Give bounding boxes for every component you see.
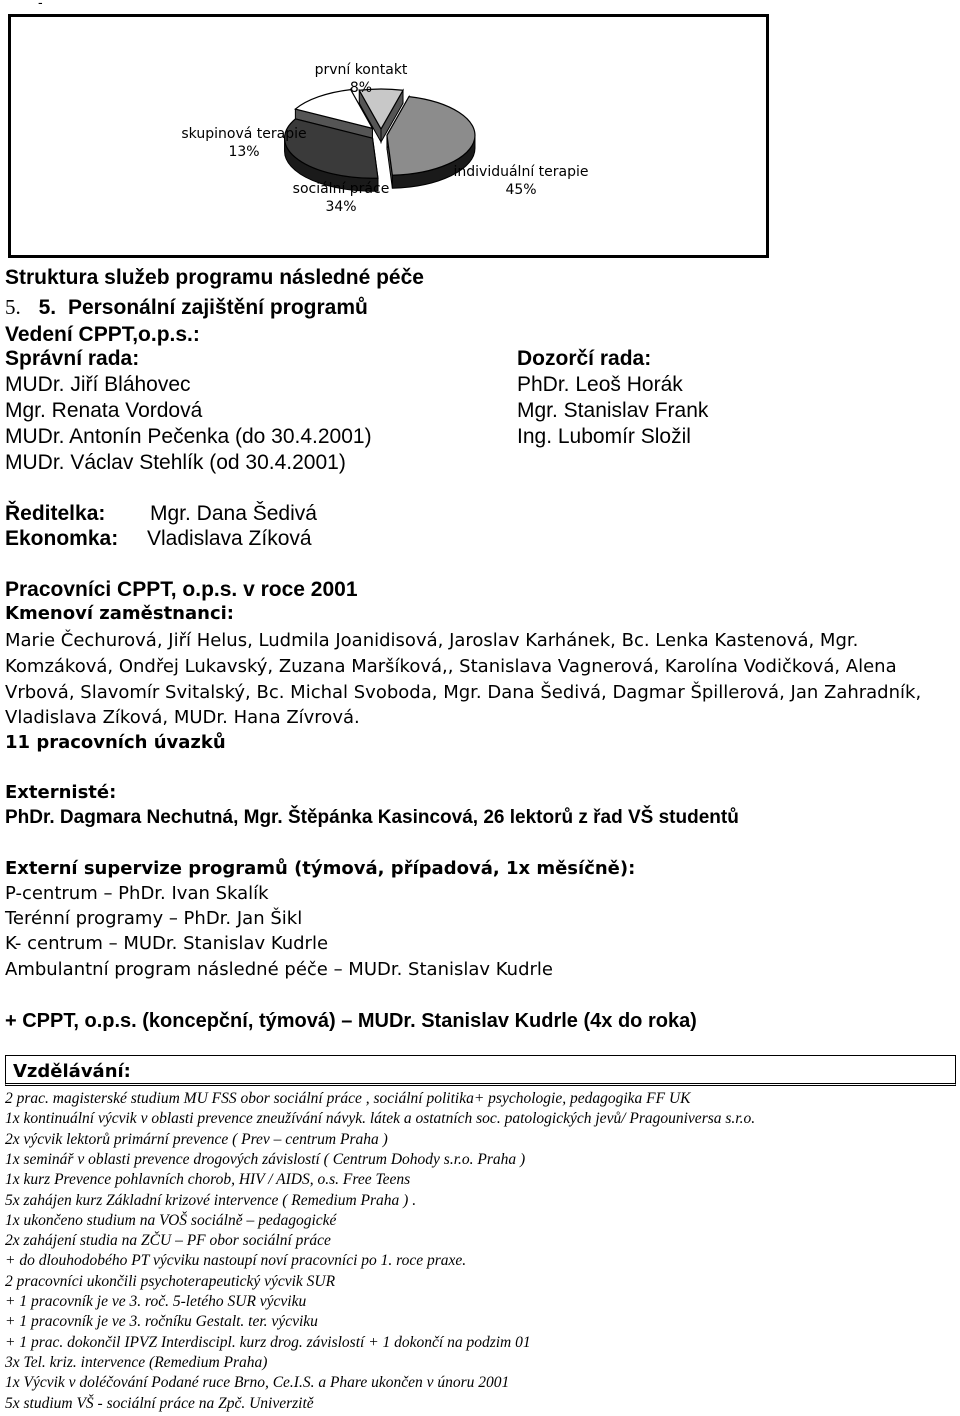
vzdelavani-item: 5x zahájen kurz Základní krizové intervence ( Remedium Praha ) .: [5, 1191, 417, 1209]
vzdelavani-item: 2 pracovníci ukončili psychoterapeutický výcvik SUR: [5, 1272, 336, 1290]
kmenovi-heading: Kmenoví zaměstnanci:: [5, 603, 234, 624]
role-name-reditelka: Mgr. Dana Šedivá: [150, 502, 317, 525]
vzdelavani-item: 1x kontinuální výcvik v oblasti prevence zneužívání návyk. látek a ostatních soc. patologických jevů/ Pragouniversa s.r.o.: [5, 1110, 756, 1128]
pie-chart: [8, 14, 769, 258]
vzdelavani-item: 5x studium VŠ - sociální práce na Zpč. Univerzitě: [5, 1394, 314, 1412]
dozorci-member: Ing. Lubomír Složil: [517, 425, 691, 448]
cppt-supervize-line: + CPPT, o.p.s. (koncepční, týmová) – MUDr. Stanislav Kudrle (4x do roka): [5, 1010, 697, 1032]
supervize-line: K- centrum – MUDr. Stanislav Kudrle: [5, 933, 329, 954]
vzdelavani-item: 2 prac. magisterské studium MU FSS obor sociální práce , sociální politika+ psychologie, pedagogika FF UK: [5, 1090, 691, 1107]
vzdelavani-heading: Vzdělávání:: [13, 1061, 131, 1082]
kmenovi-line: Komzáková, Ondřej Lukavský, Zuzana Maršíková,, Stanislava Vagnerová, Karolína Vodičková, Alena: [5, 656, 897, 677]
vzdelavani-item: 1x kurz Prevence pohlavních chorob, HIV / AIDS, o.s. Free Teens: [5, 1171, 411, 1189]
chart-caption: Struktura služeb programu následné péče: [5, 266, 424, 289]
dozorci-member: Mgr. Stanislav Frank: [517, 399, 709, 422]
vzdelavani-item: 1x Výcvik v doléčování Podané ruce Brno, Ce.I.S. a Phare ukončen v únoru 2001: [5, 1374, 510, 1392]
kmenovi-line: Vrbová, Slavomír Svitalský, Bc. Michal Svoboda, Mgr. Dana Šedivá, Dagmar Špillerová, Jan Zahradník,: [5, 682, 922, 703]
section-title: Personální zajištění programů: [67, 296, 368, 319]
vzdelavani-item: 1x ukončeno studium na VOŠ sociálně – pedagogické: [5, 1211, 337, 1229]
chart-label-socialni-prace: sociální práce 34%: [292, 181, 390, 215]
section-heading: [5, 295, 368, 320]
vzdelavani-item: 2x zahájení studia na ZČU – PF obor sociální práce: [5, 1232, 331, 1250]
role-label-ekonomka: Ekonomka:: [5, 527, 119, 550]
kmenovi-line: Vladislava Zíková, MUDr. Hana Zívrová.: [5, 707, 360, 728]
vzdelavani-item: + 1 pracovník je ve 3. ročníku Gestalt. ter. výcviku: [5, 1313, 318, 1331]
pracovnici-heading: Pracovníci CPPT, o.p.s. v roce 2001: [5, 578, 358, 601]
supervize-line: Terénní programy – PhDr. Jan Šikl: [5, 908, 303, 929]
chart-label-prvni-kontakt: první kontakt 8%: [314, 62, 408, 96]
vedeni-heading: Vedení CPPT,o.p.s.:: [5, 323, 200, 346]
vzdelavani-item: + 1 pracovník je ve 3. roč. 5-letého SUR výcviku: [5, 1293, 307, 1310]
spravni-rada-title: Správní rada:: [5, 347, 140, 370]
chart-label-skupinova-terapie: skupinová terapie 13%: [181, 126, 307, 160]
supervize-line: P-centrum – PhDr. Ivan Skalík: [5, 883, 269, 904]
section-number-2: 5.: [38, 296, 57, 319]
spravni-member: MUDr. Václav Stehlík (od 30.4.2001): [5, 451, 346, 474]
top-dash: -: [38, 0, 43, 10]
externiste-heading: Externisté:: [5, 782, 117, 803]
pie-chart-svg: [11, 17, 766, 255]
spravni-member: MUDr. Jiří Bláhovec: [5, 373, 191, 396]
dozorci-rada-title: Dozorčí rada:: [517, 347, 652, 370]
role-name-ekonomka: Vladislava Zíková: [147, 527, 312, 550]
spravni-member: MUDr. Antonín Pečenka (do 30.4.2001): [5, 425, 372, 448]
vzdelavani-box: [5, 1055, 956, 1086]
vzdelavani-item: 2x výcvik lektorů primární prevence ( Prev – centrum Praha ): [5, 1130, 388, 1148]
dozorci-member: PhDr. Leoš Horák: [517, 373, 683, 396]
spravni-member: Mgr. Renata Vordová: [5, 399, 203, 422]
role-label-reditelka: Ředitelka:: [5, 502, 106, 525]
vzdelavani-item: + 1 prac. dokončil IPVZ Interdiscipl. kurz drog. závislostí + 1 dokončí na podzim 01: [5, 1333, 531, 1351]
kmenovi-line: Marie Čechurová, Jiří Helus, Ludmila Joanidisová, Jaroslav Karhánek, Bc. Lenka Kastenová, Mgr.: [5, 630, 859, 651]
section-number-1: 5.: [5, 295, 21, 319]
vzdelavani-item: 3x Tel. kriz. intervence (Remedium Praha): [5, 1353, 268, 1371]
uvazky-count: 11 pracovních úvazků: [5, 732, 226, 753]
externiste-text: PhDr. Dagmara Nechutná, Mgr. Štěpánka Kasincová, 26 lektorů z řad VŠ studentů: [5, 807, 739, 828]
supervize-line: Ambulantní program následné péče – MUDr. Stanislav Kudrle: [5, 959, 553, 980]
vzdelavani-item: 1x seminář v oblasti prevence drogových závislostí ( Centrum Dohody s.r.o. Praha ): [5, 1150, 526, 1168]
chart-label-individualni-terapie: individuální terapie 45%: [453, 164, 589, 198]
supervize-heading: Externí supervize programů (týmová, případová, 1x měsíčně):: [5, 858, 636, 879]
vzdelavani-item: + do dlouhodobého PT výcviku nastoupí noví pracovníci po 1. roce praxe.: [5, 1252, 467, 1270]
